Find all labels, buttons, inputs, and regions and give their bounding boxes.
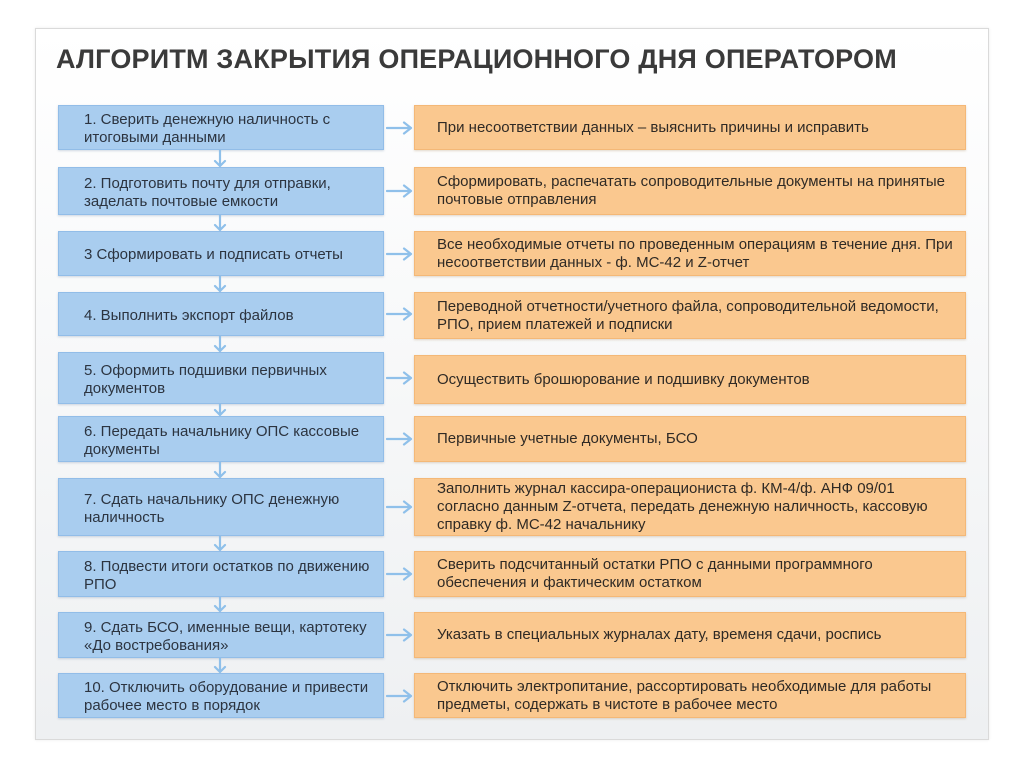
step-box — [58, 416, 384, 462]
result-label: Сформировать, распечатать сопроводительные документы на принятые почтовые отправления — [437, 173, 946, 208]
result-label: Указать в специальных журналах дату, временя сдачи, роспись — [437, 626, 882, 643]
right-arrow-icon — [386, 307, 414, 321]
result-label: Заполнить журнал кассира-операциониста ф. КМ-4/ф. АНФ 09/01 согласно данным Z-отчета, передать денежную наличность, кассовую справку ф. МС-42 начальнику — [437, 480, 928, 533]
result-box — [414, 292, 966, 339]
step-label: 10. Отключить оборудование и привести рабочее место в порядок — [84, 679, 369, 714]
step-label: 3 Сформировать и подписать отчеты — [84, 246, 343, 263]
right-arrow-icon — [386, 500, 414, 514]
result-label: Осуществить брошюрование и подшивку документов — [437, 370, 810, 388]
step-label: 2. Подготовить почту для отправки, заделать почтовые емкости — [84, 174, 331, 210]
step-box — [58, 231, 384, 276]
step-box — [58, 673, 384, 718]
right-arrow-icon — [386, 371, 414, 385]
page-title: АЛГОРИТМ ЗАКРЫТИЯ ОПЕРАЦИОННОГО ДНЯ ОПЕРАТОРОМ — [56, 44, 897, 74]
down-arrow-icon — [213, 215, 227, 231]
result-box — [414, 355, 966, 404]
step-label: 4. Выполнить экспорт файлов — [84, 306, 294, 324]
down-arrow-icon — [213, 150, 227, 167]
step-label: 7. Сдать начальнику ОПС денежную наличность — [84, 490, 340, 526]
step-box — [58, 105, 384, 150]
result-box — [414, 231, 966, 276]
step-label: 1. Сверить денежную наличность с итоговыми данными — [84, 111, 331, 146]
right-arrow-icon — [386, 567, 414, 581]
step-box — [58, 612, 384, 658]
result-box — [414, 673, 966, 718]
down-arrow-icon — [213, 336, 227, 352]
step-box — [58, 292, 384, 336]
result-label: Первичные учетные документы, БСО — [437, 430, 698, 447]
result-label: При несоответствии данных – выяснить причины и исправить — [437, 118, 869, 136]
step-label: 6. Передать начальнику ОПС кассовые документы — [84, 422, 360, 458]
right-arrow-icon — [386, 628, 414, 642]
right-arrow-icon — [386, 689, 414, 703]
result-box — [414, 167, 966, 215]
right-arrow-icon — [386, 432, 414, 446]
down-arrow-icon — [213, 404, 227, 416]
result-label: Переводной отчетности/учетного файла, сопроводительной ведомости, РПО, прием платежей и подписки — [437, 297, 939, 333]
step-box — [58, 478, 384, 536]
right-arrow-icon — [386, 121, 414, 135]
down-arrow-icon — [213, 597, 227, 612]
result-box — [414, 612, 966, 658]
down-arrow-icon — [213, 536, 227, 551]
down-arrow-icon — [213, 462, 227, 478]
result-box — [414, 416, 966, 462]
step-box — [58, 167, 384, 215]
step-label: 8. Подвести итоги остатков по движению РПО — [84, 557, 370, 593]
step-box — [58, 352, 384, 404]
step-label: 9. Сдать БСО, именные вещи, картотеку «До востребования» — [84, 618, 367, 654]
result-box — [414, 478, 966, 536]
result-label: Сверить подсчитанный остатки РПО с данными программного обеспечения и фактическим остатком — [437, 556, 873, 591]
right-arrow-icon — [386, 247, 414, 261]
right-arrow-icon — [386, 184, 414, 198]
result-label: Отключить электропитание, рассортировать необходимые для работы предметы, содержать в чистоте в рабочее место — [437, 677, 932, 713]
step-box — [58, 551, 384, 597]
result-box — [414, 105, 966, 150]
down-arrow-icon — [213, 658, 227, 673]
result-box — [414, 551, 966, 597]
step-label: 5. Оформить подшивки первичных документов — [84, 361, 327, 397]
down-arrow-icon — [213, 276, 227, 292]
result-label: Все необходимые отчеты по проведенным операциям в течение дня. При несоответствии данных - ф. МС-42 и Z-отчет — [437, 235, 953, 271]
